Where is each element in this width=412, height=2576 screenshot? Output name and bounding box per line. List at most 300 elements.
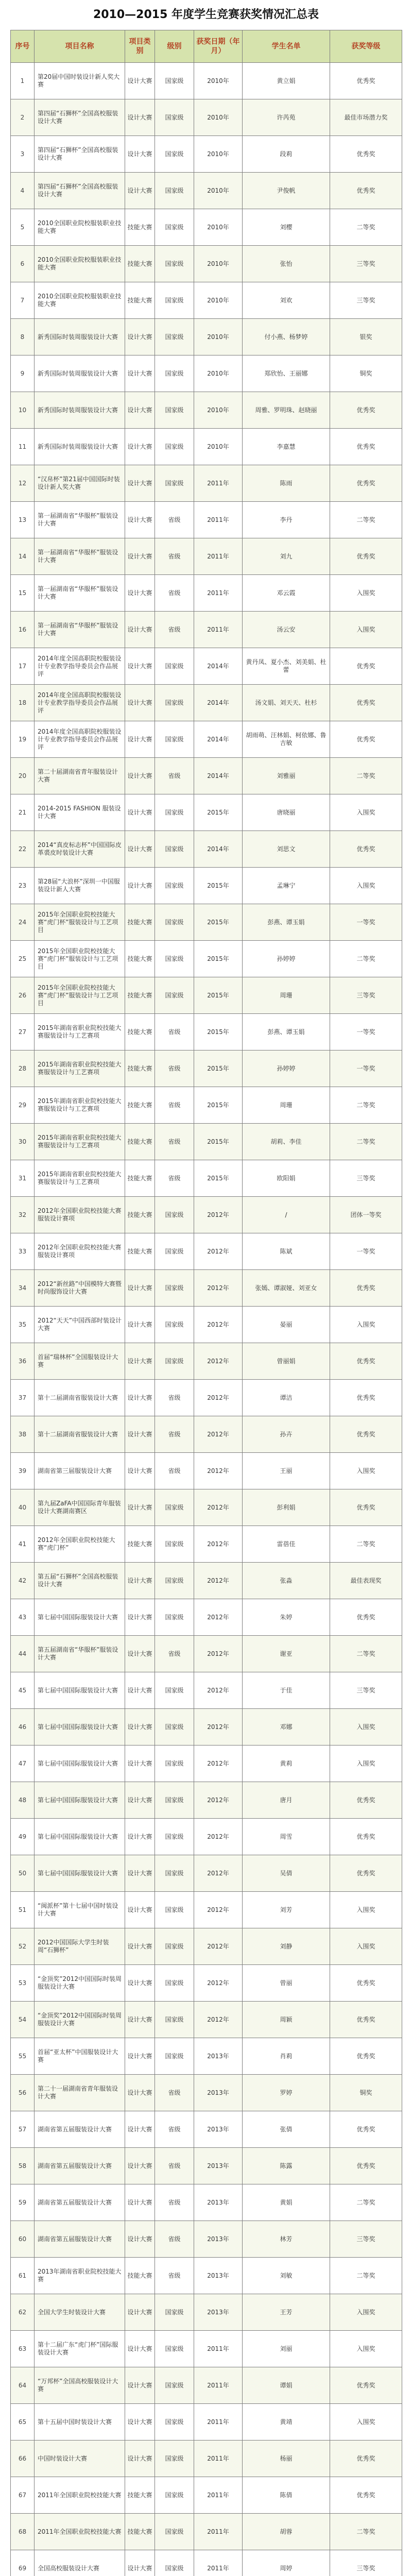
cell-award: 入围奖 xyxy=(330,575,402,612)
cell-award: 优秀奖 xyxy=(330,721,402,758)
cell-level: 省级 xyxy=(155,1087,194,1124)
cell-date: 2012年 xyxy=(194,1563,243,1599)
cell-award: 优秀奖 xyxy=(330,1819,402,1855)
cell-students: 段莉 xyxy=(243,136,330,173)
cell-project-name: 2012中国国际大学生时装周“石狮杯” xyxy=(35,1928,125,1965)
table-row xyxy=(11,1489,402,1526)
cell-category: 设计大赛 xyxy=(125,1892,155,1928)
cell-students: 黄丹凤、夏小杰、刘美娟、杜蕾 xyxy=(243,648,330,685)
cell-students: 张怡 xyxy=(243,246,330,282)
cell-students: 王丽 xyxy=(243,1453,330,1489)
cell-project-name: 2014-2015 FASHION 服装设计大赛 xyxy=(35,794,125,831)
cell-award: 入围奖 xyxy=(330,1892,402,1928)
cell-award: 入围奖 xyxy=(330,1453,402,1489)
cell-award: 二等奖 xyxy=(330,2258,402,2294)
table-row xyxy=(11,2075,402,2111)
cell-no: 7 xyxy=(11,282,35,319)
cell-level: 省级 xyxy=(155,1380,194,1416)
cell-level: 国家级 xyxy=(155,1965,194,2002)
cell-project-name: “万邦杯”全国高校服装设计大赛 xyxy=(35,2367,125,2404)
cell-students: 黄立娟 xyxy=(243,63,330,99)
cell-category: 设计大赛 xyxy=(125,1636,155,1672)
cell-award: 一等奖 xyxy=(330,1050,402,1087)
cell-date: 2011年 xyxy=(194,2477,243,2514)
cell-award: 优秀奖 xyxy=(330,2441,402,2477)
cell-award: 优秀奖 xyxy=(330,429,402,465)
cell-students: 许芮苑 xyxy=(243,99,330,136)
cell-project-name: 第二十届湖南省青年服装设计大赛 xyxy=(35,758,125,794)
cell-project-name: 湖南省第五届服装设计大赛 xyxy=(35,2148,125,2184)
cell-award: 优秀奖 xyxy=(330,63,402,99)
cell-date: 2010年 xyxy=(194,282,243,319)
cell-date: 2013年 xyxy=(194,2294,243,2331)
cell-project-name: 全国高校服装设计大赛 xyxy=(35,2550,125,2576)
cell-category: 设计大赛 xyxy=(125,1672,155,1709)
cell-students: 孙婷婷 xyxy=(243,1050,330,1087)
table-row xyxy=(11,1709,402,1745)
cell-category: 设计大赛 xyxy=(125,2441,155,2477)
cell-award: 优秀奖 xyxy=(330,1343,402,1380)
cell-students: 刘静 xyxy=(243,1928,330,1965)
table-row xyxy=(11,2550,402,2576)
cell-award: 三等奖 xyxy=(330,282,402,319)
cell-category: 设计大赛 xyxy=(125,758,155,794)
table-row xyxy=(11,1087,402,1124)
table-row xyxy=(11,1453,402,1489)
cell-award: 优秀奖 xyxy=(330,831,402,868)
table-row xyxy=(11,1197,402,1233)
cell-level: 国家级 xyxy=(155,63,194,99)
cell-award: 二等奖 xyxy=(330,1087,402,1124)
cell-students: 孟琳宁 xyxy=(243,868,330,904)
cell-students: 唐晓丽 xyxy=(243,794,330,831)
cell-award: 优秀奖 xyxy=(330,1965,402,2002)
cell-date: 2013年 xyxy=(194,2184,243,2221)
cell-students: 周婷 xyxy=(243,2550,330,2576)
cell-students: 黄莉 xyxy=(243,1745,330,1782)
cell-students: 胡雨萌、汪林娟、柯依娜、鲁吉敏 xyxy=(243,721,330,758)
table-row xyxy=(11,2441,402,2477)
cell-project-name: 首届“瑞林杯”全国服装设计大赛 xyxy=(35,1343,125,1380)
cell-award: 优秀奖 xyxy=(330,2111,402,2148)
table-row xyxy=(11,1233,402,1270)
cell-level: 省级 xyxy=(155,575,194,612)
cell-category: 设计大赛 xyxy=(125,1489,155,1526)
cell-no: 14 xyxy=(11,538,35,575)
cell-category: 设计大赛 xyxy=(125,831,155,868)
cell-no: 57 xyxy=(11,2111,35,2148)
cell-category: 技能大赛 xyxy=(125,246,155,282)
table-row xyxy=(11,575,402,612)
cell-award: 三等奖 xyxy=(330,246,402,282)
cell-date: 2010年 xyxy=(194,392,243,429)
cell-no: 23 xyxy=(11,868,35,904)
cell-award: 优秀奖 xyxy=(330,1782,402,1819)
cell-no: 12 xyxy=(11,465,35,502)
cell-project-name: 2015年湖南省职业院校技能大赛服装设计与工艺赛项 xyxy=(35,1087,125,1124)
cell-category: 设计大赛 xyxy=(125,2038,155,2075)
cell-no: 49 xyxy=(11,1819,35,1855)
cell-students: 刘雅丽 xyxy=(243,758,330,794)
header-students: 学生名单 xyxy=(243,30,330,63)
cell-project-name: 湖南省第五届服装设计大赛 xyxy=(35,2111,125,2148)
table-row xyxy=(11,1855,402,1892)
table-row xyxy=(11,2367,402,2404)
cell-project-name: 第十二届广东“虎门杯”国际服装设计大赛 xyxy=(35,2331,125,2367)
cell-no: 48 xyxy=(11,1782,35,1819)
cell-no: 28 xyxy=(11,1050,35,1087)
cell-students: 谭洁 xyxy=(243,1380,330,1416)
cell-no: 41 xyxy=(11,1526,35,1563)
table-row xyxy=(11,977,402,1014)
cell-date: 2015年 xyxy=(194,904,243,941)
cell-date: 2012年 xyxy=(194,1928,243,1965)
cell-level: 省级 xyxy=(155,502,194,538)
cell-category: 设计大赛 xyxy=(125,648,155,685)
cell-date: 2014年 xyxy=(194,721,243,758)
cell-category: 设计大赛 xyxy=(125,1819,155,1855)
cell-project-name: 第一届湖南省“华服杯”服装设计大赛 xyxy=(35,502,125,538)
table-row xyxy=(11,1965,402,2002)
header-category: 项目类别 xyxy=(125,30,155,63)
cell-award: 二等奖 xyxy=(330,1124,402,1160)
cell-date: 2015年 xyxy=(194,977,243,1014)
cell-project-name: “闽派杯”第十七届中国时装设计大赛 xyxy=(35,1892,125,1928)
cell-date: 2010年 xyxy=(194,429,243,465)
table-row xyxy=(11,429,402,465)
cell-category: 技能大赛 xyxy=(125,282,155,319)
cell-project-name: 湖南省第五届服装设计大赛 xyxy=(35,2184,125,2221)
table-row xyxy=(11,1928,402,1965)
cell-award: 银奖 xyxy=(330,319,402,355)
cell-level: 国家级 xyxy=(155,831,194,868)
cell-level: 省级 xyxy=(155,2111,194,2148)
table-row xyxy=(11,465,402,502)
table-row xyxy=(11,1380,402,1416)
cell-project-name: 第七届中国国际服装设计大赛 xyxy=(35,1672,125,1709)
cell-project-name: 第五届“石狮杯”全国高校服装设计大赛 xyxy=(35,1563,125,1599)
cell-category: 技能大赛 xyxy=(125,1160,155,1197)
table-row xyxy=(11,63,402,99)
cell-level: 国家级 xyxy=(155,99,194,136)
table-row xyxy=(11,2477,402,2514)
table-row xyxy=(11,1599,402,1636)
cell-award: 优秀奖 xyxy=(330,538,402,575)
cell-award: 优秀奖 xyxy=(330,392,402,429)
cell-date: 2015年 xyxy=(194,794,243,831)
cell-level: 国家级 xyxy=(155,2331,194,2367)
cell-category: 设计大赛 xyxy=(125,2294,155,2331)
cell-no: 44 xyxy=(11,1636,35,1672)
cell-level: 国家级 xyxy=(155,2002,194,2038)
cell-date: 2012年 xyxy=(194,1307,243,1343)
cell-project-name: 新秀国际时装周服装设计大赛 xyxy=(35,319,125,355)
cell-category: 设计大赛 xyxy=(125,2002,155,2038)
cell-level: 省级 xyxy=(155,1453,194,1489)
cell-students: 王芳 xyxy=(243,2294,330,2331)
cell-category: 设计大赛 xyxy=(125,465,155,502)
cell-project-name: 第20届中国时装设计新人奖大赛 xyxy=(35,63,125,99)
cell-date: 2012年 xyxy=(194,1197,243,1233)
cell-level: 国家级 xyxy=(155,1599,194,1636)
cell-no: 43 xyxy=(11,1599,35,1636)
cell-project-name: 第九届ZaFA中国国际青年服装设计大赛湖南赛区 xyxy=(35,1489,125,1526)
table-row xyxy=(11,319,402,355)
cell-project-name: 2014年度全国高职院校服装设计专业教学指导委员会作品展评 xyxy=(35,648,125,685)
cell-level: 省级 xyxy=(155,2184,194,2221)
cell-award: 三等奖 xyxy=(330,1672,402,1709)
cell-level: 省级 xyxy=(155,1636,194,1672)
table-row xyxy=(11,1636,402,1672)
cell-date: 2012年 xyxy=(194,1380,243,1416)
cell-award: 优秀奖 xyxy=(330,648,402,685)
table-row xyxy=(11,2038,402,2075)
cell-level: 国家级 xyxy=(155,868,194,904)
cell-category: 设计大赛 xyxy=(125,1782,155,1819)
cell-date: 2012年 xyxy=(194,1599,243,1636)
cell-date: 2013年 xyxy=(194,2038,243,2075)
table-row xyxy=(11,1124,402,1160)
cell-category: 设计大赛 xyxy=(125,1745,155,1782)
cell-no: 38 xyxy=(11,1416,35,1453)
cell-students: 谢亚 xyxy=(243,1636,330,1672)
cell-date: 2013年 xyxy=(194,2148,243,2184)
cell-level: 国家级 xyxy=(155,977,194,1014)
cell-no: 53 xyxy=(11,1965,35,2002)
cell-no: 9 xyxy=(11,355,35,392)
cell-award: 二等奖 xyxy=(330,2514,402,2550)
table-row xyxy=(11,941,402,977)
cell-no: 29 xyxy=(11,1087,35,1124)
cell-category: 设计大赛 xyxy=(125,1270,155,1307)
table-row xyxy=(11,1745,402,1782)
cell-level: 国家级 xyxy=(155,465,194,502)
cell-level: 国家级 xyxy=(155,2038,194,2075)
cell-date: 2015年 xyxy=(194,1087,243,1124)
cell-level: 省级 xyxy=(155,1160,194,1197)
cell-category: 设计大赛 xyxy=(125,2331,155,2367)
cell-date: 2012年 xyxy=(194,1745,243,1782)
cell-date: 2011年 xyxy=(194,575,243,612)
cell-date: 2013年 xyxy=(194,2258,243,2294)
cell-category: 设计大赛 xyxy=(125,538,155,575)
table-row xyxy=(11,2184,402,2221)
cell-no: 65 xyxy=(11,2404,35,2441)
table-row xyxy=(11,355,402,392)
table-row xyxy=(11,1819,402,1855)
cell-project-name: 第七届中国国际服装设计大赛 xyxy=(35,1599,125,1636)
cell-no: 24 xyxy=(11,904,35,941)
cell-no: 22 xyxy=(11,831,35,868)
cell-no: 35 xyxy=(11,1307,35,1343)
cell-category: 技能大赛 xyxy=(125,209,155,246)
cell-level: 省级 xyxy=(155,1124,194,1160)
cell-award: 一等奖 xyxy=(330,1014,402,1050)
cell-students: 罗婷 xyxy=(243,2075,330,2111)
cell-project-name: 第七届中国国际服装设计大赛 xyxy=(35,1782,125,1819)
table-row xyxy=(11,1050,402,1087)
cell-category: 技能大赛 xyxy=(125,1526,155,1563)
cell-category: 设计大赛 xyxy=(125,2111,155,2148)
cell-level: 国家级 xyxy=(155,1270,194,1307)
cell-level: 省级 xyxy=(155,758,194,794)
cell-level: 国家级 xyxy=(155,1745,194,1782)
cell-level: 国家级 xyxy=(155,429,194,465)
cell-category: 设计大赛 xyxy=(125,1453,155,1489)
cell-date: 2010年 xyxy=(194,63,243,99)
cell-level: 国家级 xyxy=(155,209,194,246)
cell-project-name: “金顶奖”2012中国国际时装周服装设计大赛 xyxy=(35,2002,125,2038)
cell-category: 设计大赛 xyxy=(125,2184,155,2221)
cell-project-name: 2015年全国职业院校技能大赛“虎门杯”服装设计与工艺项目 xyxy=(35,977,125,1014)
cell-students: 孙婷婷 xyxy=(243,941,330,977)
cell-date: 2012年 xyxy=(194,1965,243,2002)
cell-no: 37 xyxy=(11,1380,35,1416)
cell-no: 46 xyxy=(11,1709,35,1745)
cell-level: 国家级 xyxy=(155,1855,194,1892)
table-header-row xyxy=(11,30,402,63)
cell-award: 铜奖 xyxy=(330,2075,402,2111)
table-row xyxy=(11,1270,402,1307)
cell-level: 国家级 xyxy=(155,2294,194,2331)
cell-category: 设计大赛 xyxy=(125,319,155,355)
cell-category: 设计大赛 xyxy=(125,794,155,831)
cell-no: 55 xyxy=(11,2038,35,2075)
cell-project-name: 2012“新丝路”中国模特大赛暨时尚服饰设计大赛 xyxy=(35,1270,125,1307)
cell-students: 胡蓉 xyxy=(243,2514,330,2550)
table-row xyxy=(11,2331,402,2367)
cell-date: 2011年 xyxy=(194,2441,243,2477)
cell-no: 5 xyxy=(11,209,35,246)
cell-project-name: “金顶奖”2012中国国际时装周服装设计大赛 xyxy=(35,1965,125,2002)
cell-award: 铜奖 xyxy=(330,355,402,392)
cell-no: 11 xyxy=(11,429,35,465)
cell-category: 设计大赛 xyxy=(125,1343,155,1380)
cell-award: 入围奖 xyxy=(330,794,402,831)
cell-no: 15 xyxy=(11,575,35,612)
cell-students: 陈雨 xyxy=(243,465,330,502)
cell-level: 国家级 xyxy=(155,1343,194,1380)
cell-date: 2014年 xyxy=(194,831,243,868)
cell-date: 2011年 xyxy=(194,2331,243,2367)
cell-category: 设计大赛 xyxy=(125,429,155,465)
cell-award: 优秀奖 xyxy=(330,173,402,209)
cell-students: 刘敏 xyxy=(243,2258,330,2294)
header-level: 级别 xyxy=(155,30,194,63)
cell-category: 设计大赛 xyxy=(125,2148,155,2184)
table-row xyxy=(11,1563,402,1599)
cell-no: 51 xyxy=(11,1892,35,1928)
cell-no: 34 xyxy=(11,1270,35,1307)
cell-category: 设计大赛 xyxy=(125,2404,155,2441)
cell-date: 2015年 xyxy=(194,941,243,977)
cell-award: 二等奖 xyxy=(330,758,402,794)
cell-no: 6 xyxy=(11,246,35,282)
cell-project-name: 第一届湖南省“华服杯”服装设计大赛 xyxy=(35,575,125,612)
cell-date: 2011年 xyxy=(194,465,243,502)
cell-award: 最佳表现奖 xyxy=(330,1563,402,1599)
cell-students: 黄靖 xyxy=(243,2404,330,2441)
cell-award: 二等奖 xyxy=(330,941,402,977)
cell-category: 设计大赛 xyxy=(125,355,155,392)
cell-no: 10 xyxy=(11,392,35,429)
cell-category: 设计大赛 xyxy=(125,136,155,173)
cell-students: 晏丽 xyxy=(243,1307,330,1343)
cell-project-name: 第七届中国国际服装设计大赛 xyxy=(35,1745,125,1782)
cell-category: 设计大赛 xyxy=(125,1380,155,1416)
cell-date: 2012年 xyxy=(194,1892,243,1928)
header-award: 获奖等级 xyxy=(330,30,402,63)
cell-project-name: 2011年全国职业院校技能大赛 xyxy=(35,2477,125,2514)
cell-no: 56 xyxy=(11,2075,35,2111)
cell-project-name: 新秀国际时装周服装设计大赛 xyxy=(35,355,125,392)
cell-project-name: 第四届“石狮杯”全国高校服装设计大赛 xyxy=(35,173,125,209)
cell-students: 尹俊帆 xyxy=(243,173,330,209)
cell-no: 61 xyxy=(11,2258,35,2294)
cell-project-name: 2014年度全国高职院校服装设计专业教学指导委员会作品展评 xyxy=(35,721,125,758)
cell-students: 周雪 xyxy=(243,1819,330,1855)
cell-students: 胡莉、李佳 xyxy=(243,1124,330,1160)
cell-category: 设计大赛 xyxy=(125,392,155,429)
cell-date: 2013年 xyxy=(194,2111,243,2148)
table-row xyxy=(11,1526,402,1563)
cell-date: 2014年 xyxy=(194,685,243,721)
header-no: 序号 xyxy=(11,30,35,63)
cell-no: 68 xyxy=(11,2514,35,2550)
cell-students: 周雅、罗明珠、赵晓丽 xyxy=(243,392,330,429)
cell-students: 邓云霞 xyxy=(243,575,330,612)
cell-award: 一等奖 xyxy=(330,1233,402,1270)
cell-level: 国家级 xyxy=(155,1563,194,1599)
cell-award: 优秀奖 xyxy=(330,1855,402,1892)
table-row xyxy=(11,2404,402,2441)
cell-date: 2012年 xyxy=(194,1672,243,1709)
cell-category: 技能大赛 xyxy=(125,1124,155,1160)
cell-students: 彭利娟 xyxy=(243,1489,330,1526)
cell-date: 2012年 xyxy=(194,1636,243,1672)
table-row xyxy=(11,502,402,538)
cell-level: 国家级 xyxy=(155,648,194,685)
cell-no: 13 xyxy=(11,502,35,538)
cell-level: 国家级 xyxy=(155,319,194,355)
cell-award: 优秀奖 xyxy=(330,2367,402,2404)
header-date: 获奖日期（年月） xyxy=(194,30,243,63)
cell-project-name: 2012年全国职业院校技能大赛“虎门杯” xyxy=(35,1526,125,1563)
cell-category: 设计大赛 xyxy=(125,1563,155,1599)
cell-no: 1 xyxy=(11,63,35,99)
cell-project-name: 第五届湖南省“华服杯”服装设计大赛 xyxy=(35,1636,125,1672)
cell-category: 设计大赛 xyxy=(125,612,155,648)
cell-project-name: “汉帛杯”第21届中国国际时装设计新人奖大赛 xyxy=(35,465,125,502)
cell-category: 设计大赛 xyxy=(125,1928,155,1965)
cell-students: 李嘉慧 xyxy=(243,429,330,465)
cell-date: 2015年 xyxy=(194,1050,243,1087)
cell-no: 18 xyxy=(11,685,35,721)
cell-project-name: 第十二届湖南省服装设计大赛 xyxy=(35,1416,125,1453)
cell-date: 2012年 xyxy=(194,1416,243,1453)
cell-students: 周颖 xyxy=(243,2002,330,2038)
cell-date: 2011年 xyxy=(194,502,243,538)
page-title: 2010—2015 年度学生竞赛获奖情况汇总表 xyxy=(93,8,319,21)
cell-level: 国家级 xyxy=(155,1307,194,1343)
cell-no: 8 xyxy=(11,319,35,355)
cell-no: 54 xyxy=(11,2002,35,2038)
cell-project-name: 2010全国职业院校服装职业技能大赛 xyxy=(35,246,125,282)
table-row xyxy=(11,2258,402,2294)
cell-students: 曾丽 xyxy=(243,1965,330,2002)
cell-date: 2010年 xyxy=(194,209,243,246)
cell-award: 优秀奖 xyxy=(330,1599,402,1636)
